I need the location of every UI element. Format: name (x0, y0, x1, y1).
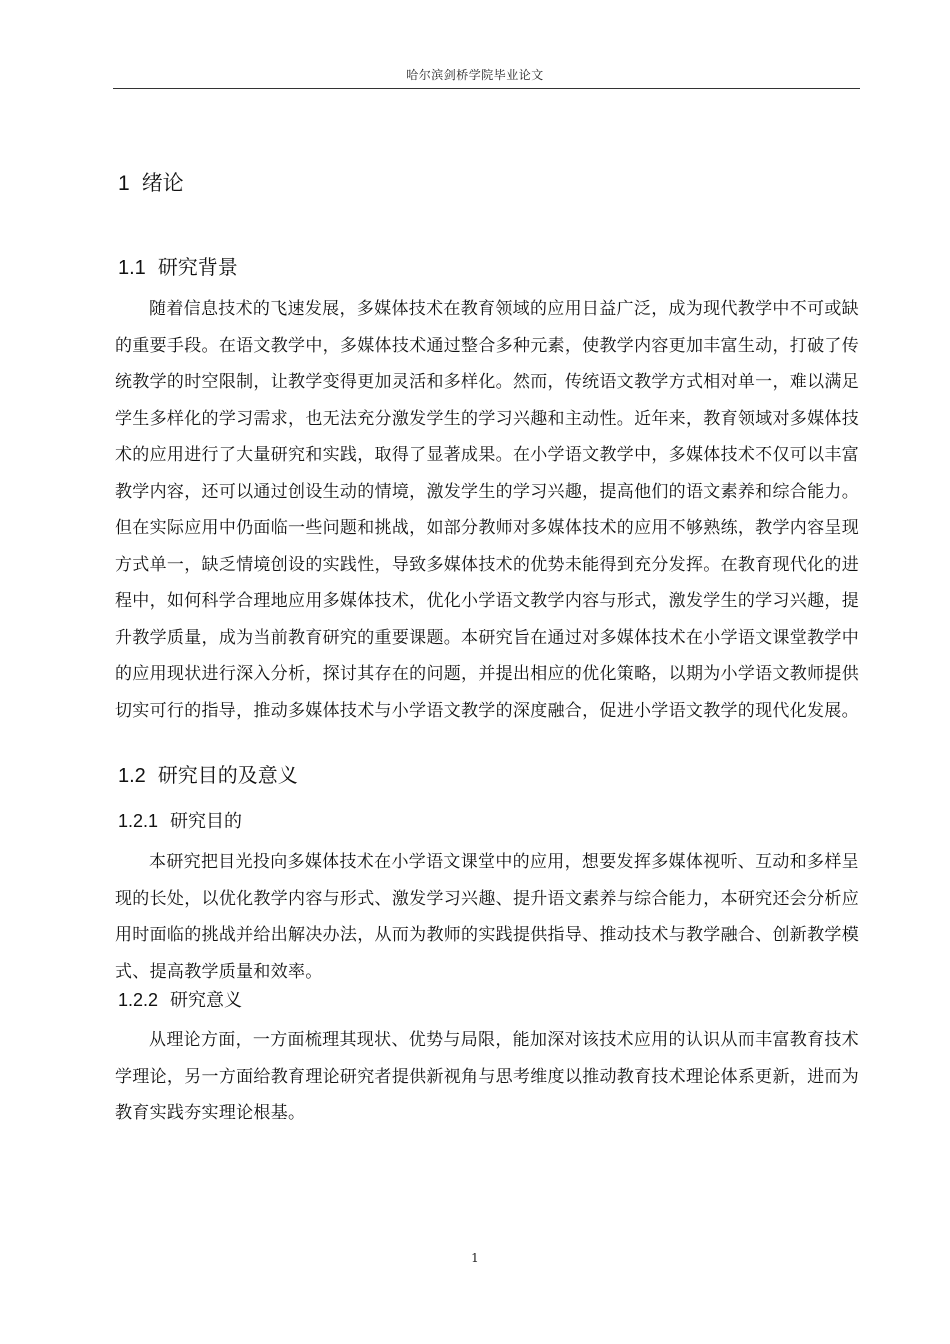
subsection-number: 1.2.2 (118, 990, 159, 1010)
section-title: 研究背景 (157, 255, 238, 279)
purpose-paragraph: 本研究把目光投向多媒体技术在小学语文课堂中的应用，想要发挥多媒体视听、互动和多样呈现的长处，以优化教学内容与形式、激发学习兴趣、提升语文素养与综合能力，本研究还会分析应用时面临的挑战并给出解决办法，从而为教师的实践提供指导、推动技术与教学融合、创新教学模式、提高教学质量和效率。 (115, 852, 859, 982)
section-number: 1.2 (118, 765, 146, 787)
background-paragraph: 随着信息技术的飞速发展，多媒体技术在教育领域的应用日益广泛，成为现代教学中不可或缺的重要手段。在语文教学中，多媒体技术通过整合多种元素，使教学内容更加丰富生动，打破了传统教学的时空限制，让教学变得更加灵活和多样化。然而，传统语文教学方式相对单一，难以满足学生多样化的学习需求，也无法充分激发学生的学习兴趣和主动性。近年来，教育领域对多媒体技术的应用进行了大量研究和实践，取得了显著成果。在小学语文教学中，多媒体技术不仅可以丰富教学内容，还可以通过创设生动的情境，激发学生的学习兴趣，提高他们的语文素养和综合能力。但在实际应用中仍面临一些问题和挑战，如部分教师对多媒体技术的应用不够熟练，教学内容呈现方式单一，缺乏情境创设的实践性，导致多媒体技术的优势未能得到充分发挥。在教育现代化的进程中，如何科学合理地应用多媒体技术，优化小学语文教学内容与形式，激发学生的学习兴趣，提升教学质量，成为当前教育研究的重要课题。本研究旨在通过对多媒体技术在小学语文课堂教学中的应用现状进行深入分析，探讨其存在的问题，并提出相应的优化策略，以期为小学语文教师提供切实可行的指导，推动多媒体技术与小学语文教学的深度融合，促进小学语文教学的现代化发展。 (115, 299, 859, 721)
section-title: 研究目的及意义 (157, 763, 298, 787)
section-number: 1.1 (118, 257, 146, 279)
chapter-heading (118, 167, 184, 197)
chapter-title: 绪论 (141, 171, 184, 195)
header-rule (113, 88, 860, 89)
running-header: 哈尔滨剑桥学院毕业论文 (406, 68, 544, 82)
subsection-title: 研究目的 (170, 811, 243, 832)
significance-paragraph: 从理论方面，一方面梳理其现状、优势与局限，能加深对该技术应用的认识从而丰富教育技术学理论，另一方面给教育理论研究者提供新视角与思考维度以推动教育技术理论体系更新，进而为教育实践夯实理论根基。 (115, 1030, 859, 1123)
section-heading-background (118, 251, 238, 280)
section-heading-purpose-significance (118, 759, 298, 788)
subsection-title: 研究意义 (170, 990, 243, 1011)
subsection-heading-purpose (118, 807, 242, 833)
chapter-number: 1 (118, 172, 130, 195)
page-number: 1 (471, 1251, 479, 1265)
subsection-number: 1.2.1 (118, 811, 159, 831)
subsection-heading-significance (118, 986, 242, 1012)
